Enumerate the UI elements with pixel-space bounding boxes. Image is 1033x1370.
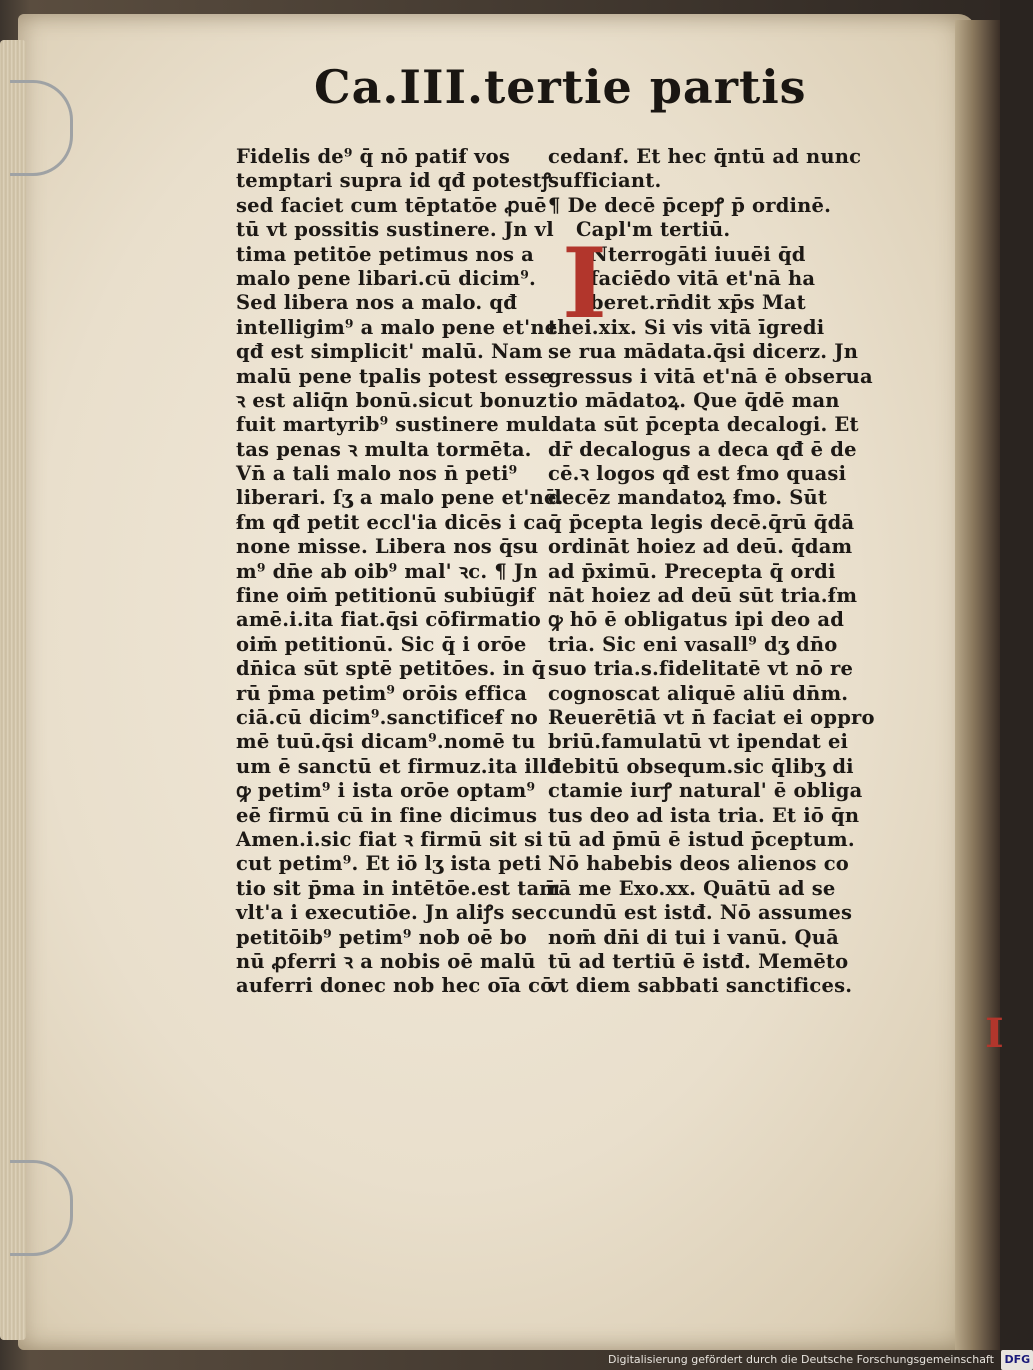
text-line: vt diem sabbati sanctifices. — [548, 974, 853, 998]
book-clip-bottom — [10, 1160, 73, 1256]
text-line: petitōib⁹ petim⁹ nob oē bo — [236, 925, 527, 949]
text-line: fuit martyrib⁹ sustinere mul — [236, 413, 549, 437]
text-line: tū ad p̄mū ē istud p̄ceptum. — [548, 827, 855, 851]
text-line: temptari supra id qđ potestꝭ — [236, 169, 552, 193]
text-line: decēz mandatoꝝ ẜmo. Sūt — [548, 486, 828, 510]
text-line: cundū est istđ. Nō assumes — [548, 901, 853, 925]
text-line: malū pene tpalis potest esse — [236, 364, 553, 388]
running-title: Ca.III.tertie partis — [314, 60, 807, 114]
text-line: ctamie iurꝭ natural' ē obliga — [548, 779, 863, 803]
text-line: tus deo ad ista tria. Et iō q̄n — [548, 803, 860, 827]
text-line: tria. Sic eni vasall⁹ dʒ dn̄o — [548, 632, 838, 656]
text-line: data sūt p̄cepta decalogi. Et — [548, 413, 859, 437]
text-line: dr̄ decalogus a deca qđ ē de — [548, 437, 857, 461]
text-line: Amen.i.sic fiat ꝛ firmū sit si — [236, 827, 543, 851]
text-line: cedanẜ. Et hec q̄ntū ad nunc — [548, 145, 862, 168]
text-line: rā me Exo.xx. Quātū ad se — [548, 876, 836, 900]
text-line: suo tria.s.fidelitatē vt nō re — [548, 657, 854, 681]
text-line: tū ad tertiū ē istđ. Memēto — [548, 949, 849, 973]
text-line: m⁹ dn̄e ab oib⁹ mal' ꝛc. ¶ Jn — [236, 559, 538, 583]
text-line: q̄ p̄cepta legis decē.q̄rū q̄dā — [548, 510, 855, 534]
credit-text: Digitalisierung gefördert durch die Deutsche Forschungsgemeinschaft — [608, 1353, 994, 1366]
margin-rubric-mark: I — [985, 1010, 1004, 1057]
text-line: auferri donec nob hec oi̅a cō — [236, 974, 554, 998]
text-line: cē.ꝛ logos qđ est ẜmo quasi — [548, 462, 847, 486]
text-line: ¶ De decē p̄cepꝭ p̄ ordinē. — [548, 193, 832, 217]
text-line: ꝙ hō ē obligatus ipi deo ad — [548, 608, 845, 632]
text-line: tima petitōe petimus nos a — [236, 242, 534, 266]
text-line: beret.rn̄dit xp̄s Mat — [548, 291, 806, 315]
text-line: cognoscat aliquē aliū dn̄m. — [548, 681, 849, 705]
text-line: Nō habebis deos alienos co — [548, 852, 849, 876]
text-line: thei.xix. Si vis vitā īgredi — [548, 315, 825, 339]
rubricated-initial: I — [562, 227, 607, 340]
text-line: amē.i.ita fiat.q̄si cōfirmatio — [236, 608, 541, 632]
text-line: ad p̄ximū. Precepta q̄ ordi — [548, 559, 836, 583]
page-edges — [0, 40, 26, 1340]
text-line: tio mādatoꝝ. Que q̄dē man — [548, 388, 840, 412]
text-line: gressus i vitā et'nā ē obserua — [548, 364, 873, 388]
digitization-credit — [608, 1350, 1031, 1370]
text-line: nāt hoiez ad deū sūt tria.ẜm — [548, 584, 858, 608]
text-line: ordināt hoiez ad deū. q̄dam — [548, 535, 853, 559]
text-line: malo pene libari.cū dicim⁹. — [236, 266, 536, 290]
text-line: oim̄ petitionū. Sic q̄ i orōe — [236, 632, 527, 656]
text-line: eē firmū cū in fine dicimus — [236, 803, 538, 827]
text-line: sed faciet cum tēptatōe ꝓuē — [236, 193, 547, 217]
text-line: nom̄ dn̄i di tui i vanū. Quā — [548, 925, 839, 949]
text-line: ciā.cū dicim⁹.sanctificeẜ no — [236, 705, 538, 729]
text-line: Fidelis de⁹ q̄ nō patiẜ vos — [236, 145, 511, 168]
text-line: liberari. ſʒ a malo pene et'nē. — [236, 486, 564, 510]
text-line: dn̄ica sūt sptē petitōes. in q̄ — [236, 657, 546, 681]
text-line: nū ꝓferri ꝛ a nobis oē malū — [236, 949, 536, 973]
text-line: Sed libera nos a malo. qđ — [236, 291, 518, 315]
text-line: tū vt possitis sustinere. Jn vl — [236, 218, 554, 242]
text-line: um ē sanctū et firmuz.ita illđ — [236, 754, 562, 778]
text-line: none misse. Libera nos q̄su — [236, 535, 539, 559]
text-line: faciēdo vitā et'nā ha — [548, 266, 816, 290]
text-line: debitū obsequm.sic q̄libʒ di — [548, 754, 854, 778]
text-line: intelligim⁹ a malo pene et'ne — [236, 315, 558, 339]
facing-page-edge — [955, 20, 1000, 1350]
text-line: Vn̄ a tali malo nos n̄ peti⁹ — [236, 462, 518, 486]
text-line: ꝛ est aliq̄n bonū.sicut bonuz — [236, 388, 547, 412]
text-line: ꝙ petim⁹ i ista orōe optam⁹ — [236, 779, 536, 803]
text-line: ẜm qđ petit eccl'ia dicēs i ca — [236, 510, 549, 534]
dfg-logo: DFG — [1001, 1350, 1033, 1370]
text-line: tio sit p̄ma in intētōe.est tam̄ — [236, 876, 561, 900]
text-line: se rua mādata.q̄si dicerz. Jn — [548, 340, 859, 364]
text-line: cut petim⁹. Et iō lʒ ista peti — [236, 852, 542, 876]
text-line: briū.famulatū vt ipendat ei — [548, 730, 849, 754]
text-line: Reuerētiā vt n̄ faciat ei oppro — [548, 705, 875, 729]
text-line: sufficiant. — [548, 169, 662, 193]
text-column-left — [236, 145, 564, 999]
book-clip-top — [10, 80, 73, 176]
text-line: mē tuū.q̄si dicam⁹.nomē tu — [236, 730, 536, 754]
text-line: vlt'a i executiōe. Jn aliꝭs sec — [236, 901, 548, 925]
text-line: rū p̄ma petim⁹ orōis effica — [236, 681, 528, 705]
text-line: Nterrogāti iuuēi q̄d — [548, 242, 806, 266]
text-line: Capl'm tertiū. — [548, 218, 731, 242]
text-line: tas penas ꝛ multa tormēta. — [236, 437, 532, 461]
text-line: fine oim̄ petitionū subiūgiẜ — [236, 584, 536, 608]
text-line: qđ est simplicit' malū. Nam — [236, 340, 543, 364]
